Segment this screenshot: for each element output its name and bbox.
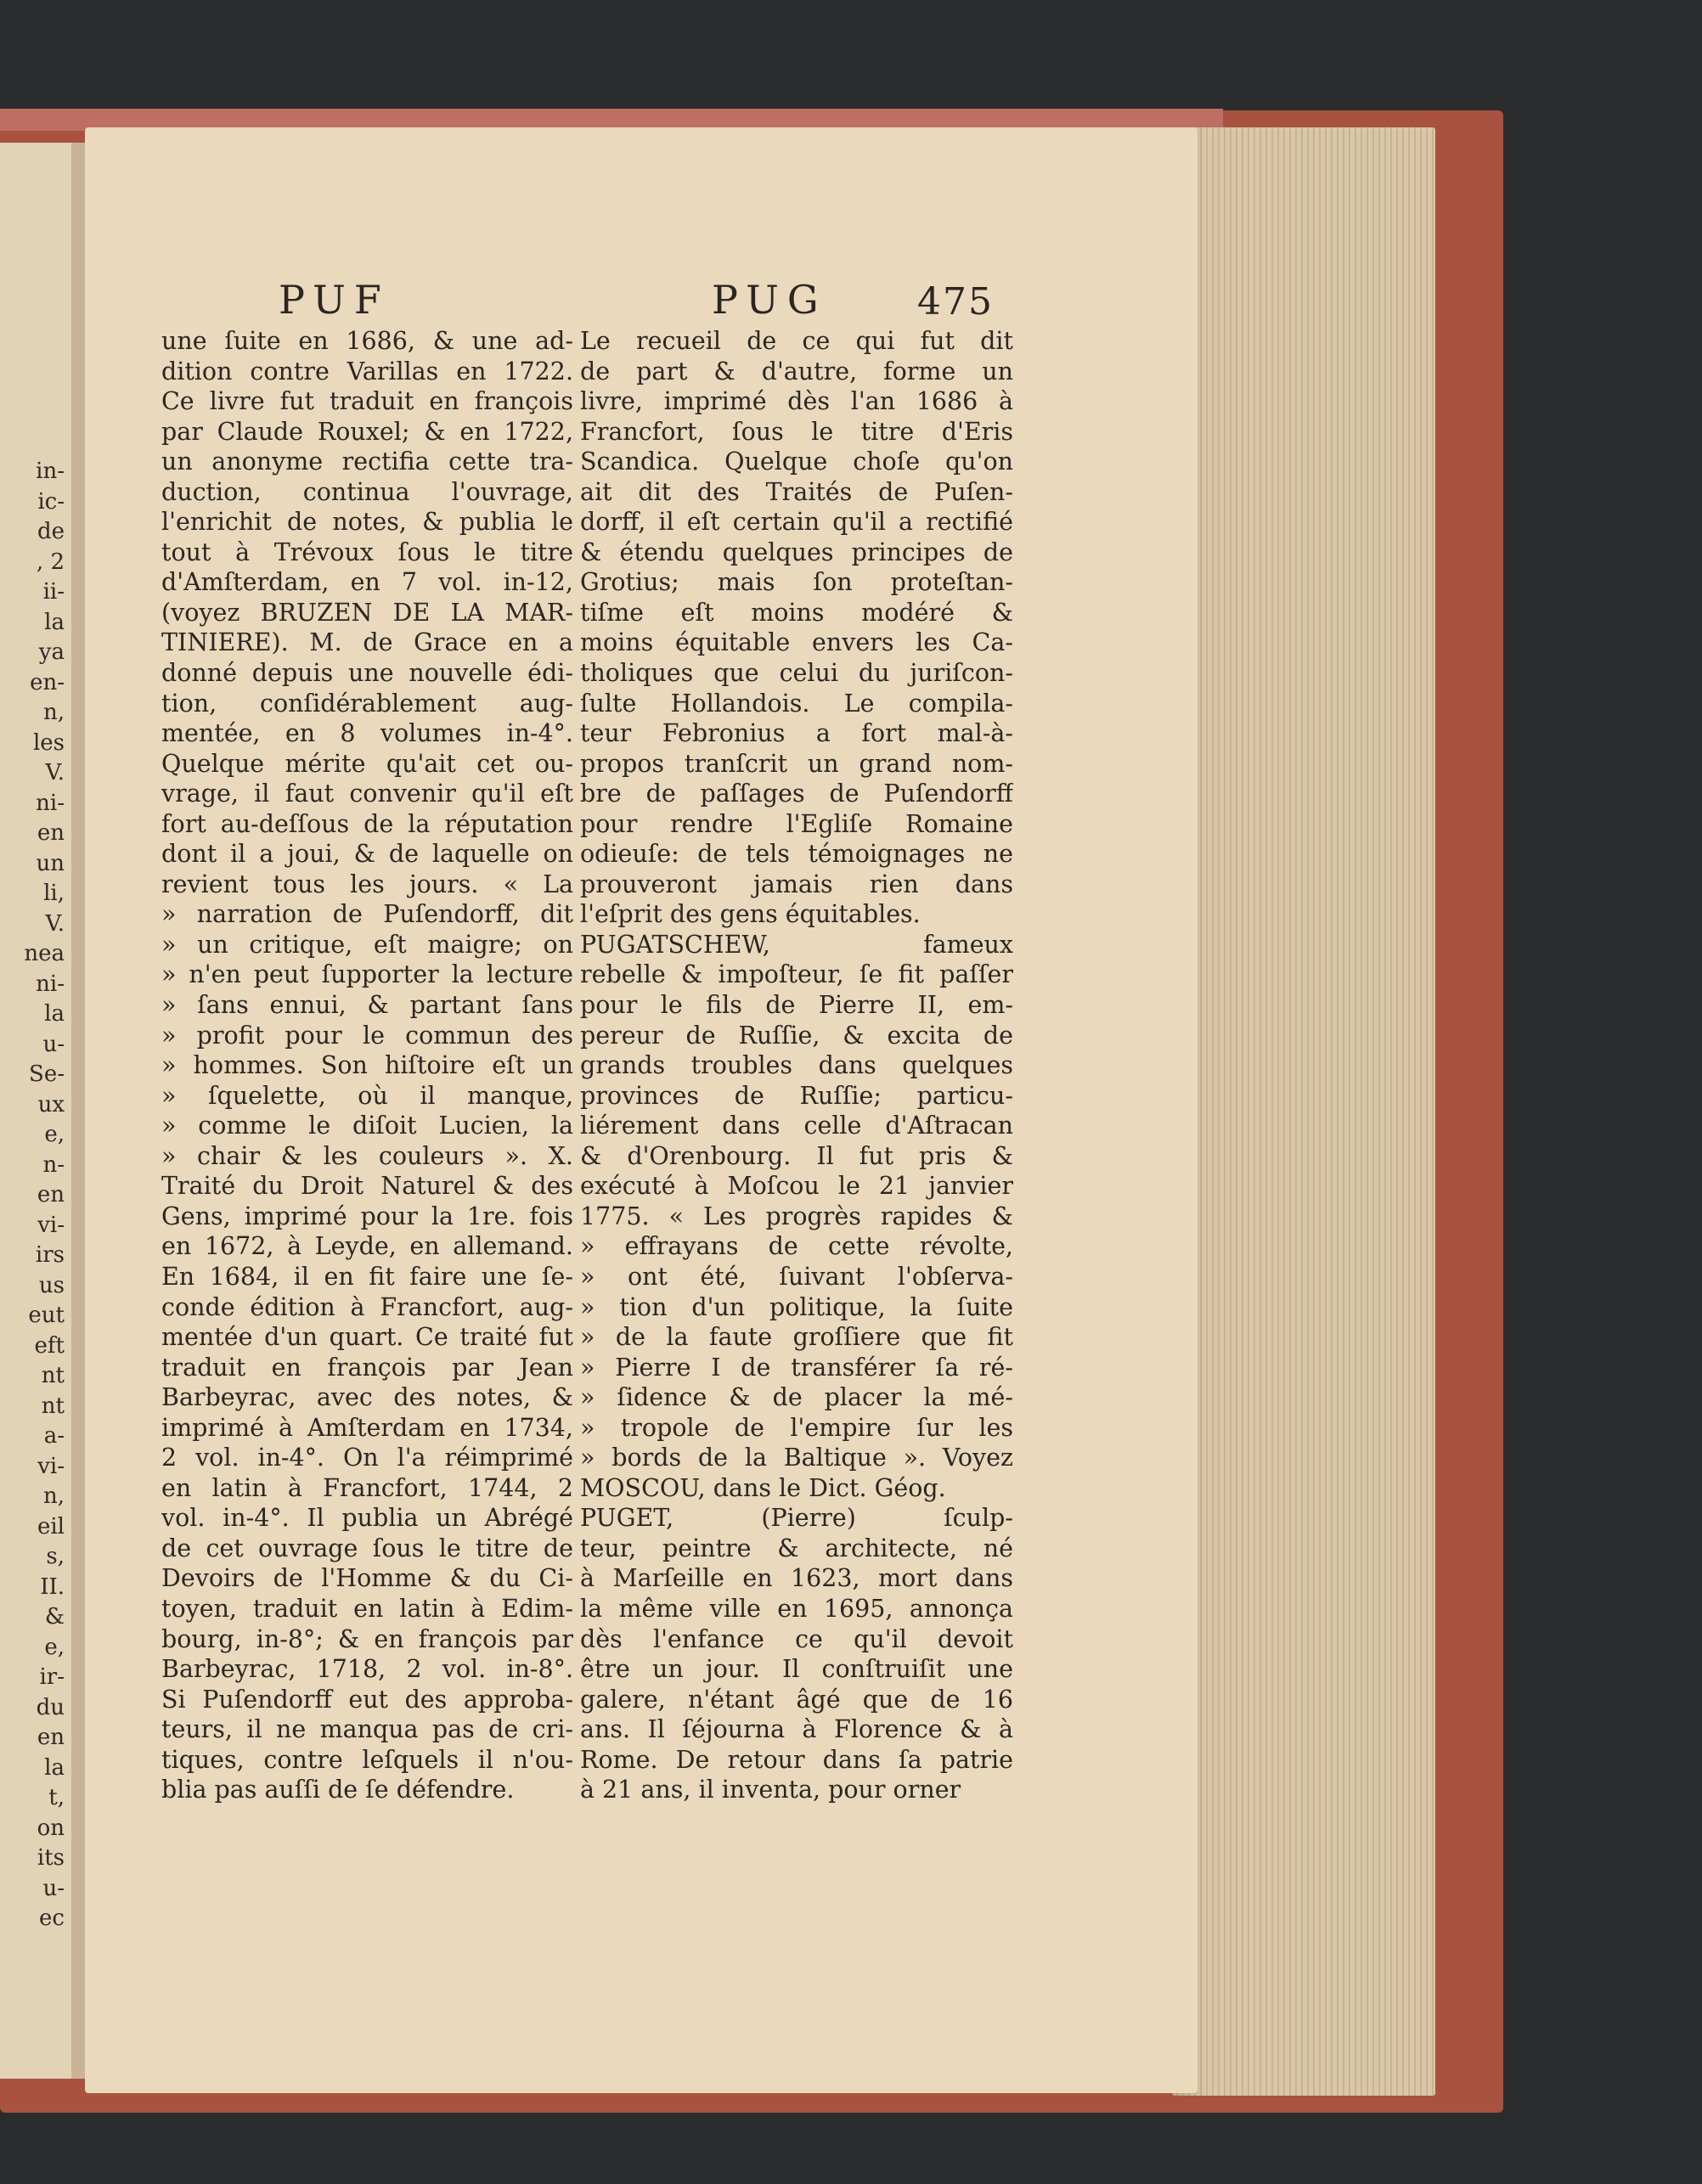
text-line: » ſquelette, où il manque, <box>161 1081 573 1110</box>
fragment-line: V. <box>45 760 65 785</box>
fragment-line: n, <box>42 1483 65 1509</box>
fragment-line: en- <box>30 669 65 695</box>
fragment-line: Se- <box>29 1061 65 1087</box>
text-line: Gens, imprimé pour la 1re. fois <box>161 1202 573 1230</box>
text-line: la même ville en 1695, annonça <box>580 1594 1013 1623</box>
text-line: à 21 ans, il inventa, pour orner <box>580 1776 961 1804</box>
text-line: Francfort, ſous le titre d'Eris <box>580 417 1013 446</box>
fragment-line: eil <box>37 1513 65 1539</box>
text-line: teurs, il ne manqua pas de cri- <box>161 1715 573 1744</box>
fragment-line: la <box>44 1754 65 1781</box>
text-line: Scandica. Quelque choſe qu'on <box>580 447 1013 476</box>
text-line: vol. in-4°. Il publia un Abrégé <box>161 1504 573 1533</box>
text-line: » tropole de l'empire ſur les <box>580 1413 1013 1442</box>
text-line: En 1684, il en fit faire une ſe- <box>161 1262 573 1291</box>
text-line: pour le fils de Pierre II, em- <box>580 991 1013 1020</box>
fragment-line: us <box>38 1272 65 1298</box>
fragment-line: ya <box>38 639 65 665</box>
text-line: traduit en françois par Jean <box>161 1353 573 1382</box>
fragment-line: u- <box>42 1031 65 1057</box>
fragment-line: n- <box>42 1151 65 1178</box>
fragment-line: e, <box>44 1122 65 1147</box>
text-line: » ſidence & de placer la mé- <box>580 1383 1013 1412</box>
fragment-line: u- <box>42 1875 65 1901</box>
text-line: propos tranſcrit un grand nom- <box>580 749 1013 778</box>
text-line: PUGET, (Pierre) ſculp- <box>580 1504 1013 1533</box>
text-line: ſulte Hollandois. Le compila- <box>580 689 1013 718</box>
text-line: & étendu quelques principes de <box>580 538 1013 566</box>
text-line: de cet ouvrage ſous le titre de <box>161 1534 573 1562</box>
text-line: l'eſprit des gens équitables. <box>580 900 921 929</box>
text-line: » profit pour le commun des <box>161 1021 573 1050</box>
fragment-line: irs <box>35 1242 65 1268</box>
fragment-line: ni- <box>36 790 65 816</box>
text-line: odieuſe: de tels témoignages ne <box>580 840 1013 869</box>
text-line: toyen, traduit en latin à Edim- <box>161 1594 573 1623</box>
text-line: donné depuis une nouvelle édi- <box>161 659 573 688</box>
page-number: 475 <box>917 280 994 324</box>
text-line: Rome. De retour dans ſa patrie <box>580 1745 1013 1774</box>
running-head-right: PUG <box>712 277 827 323</box>
text-line: conde édition à Francfort, aug- <box>161 1292 573 1321</box>
text-line: » tion d'un politique, la ſuite <box>580 1292 1013 1321</box>
fragment-line: de <box>37 519 65 544</box>
text-line: TINIERE). M. de Grace en a <box>161 628 573 657</box>
text-line: grands troubles dans quelques <box>580 1051 1013 1080</box>
fragment-line: li, <box>43 881 65 906</box>
text-line: » hommes. Son hiſtoire eſt un <box>161 1051 573 1080</box>
text-line: prouveront jamais rien dans <box>580 870 1013 898</box>
fragment-line: its <box>37 1845 65 1871</box>
fragment-line: nea <box>24 941 65 966</box>
text-line: teur Febronius a fort mal-à- <box>580 719 1013 748</box>
text-line: » comme le diſoit Lucien, la <box>161 1112 573 1140</box>
text-line: pereur de Ruſſie, & excita de <box>580 1021 1013 1050</box>
text-line: & d'Orenbourg. Il fut pris & <box>580 1141 1013 1170</box>
fragment-line: , 2 <box>36 549 65 575</box>
fragment-line: nt <box>41 1393 65 1419</box>
text-line: » Pierre I de transférer ſa ré- <box>580 1353 1013 1382</box>
text-line: fort au-deſſous de la réputation <box>161 809 573 838</box>
fragment-line: t, <box>48 1785 65 1810</box>
text-line: » n'en peut ſupporter la lecture <box>161 960 573 989</box>
fragment-line: un <box>36 850 65 876</box>
text-line: l'enrichit de notes, & publia le <box>161 508 573 537</box>
fragment-line: ux <box>37 1091 65 1117</box>
fragment-line: en <box>37 1725 65 1750</box>
text-line: tion, conſidérablement aug- <box>161 689 573 718</box>
text-line: un anonyme rectifia cette tra- <box>161 447 573 476</box>
text-line: dorff, il eſt certain qu'il a rectifié <box>580 508 1013 537</box>
text-line: (voyez BRUZEN DE LA MAR- <box>161 598 573 627</box>
fragment-line: on <box>37 1815 65 1841</box>
text-column-right <box>580 326 1013 1805</box>
text-line: 1775. « Les progrès rapides & <box>580 1202 1013 1230</box>
text-line: Le recueil de ce qui fut dit <box>580 327 1013 355</box>
text-line: mentée d'un quart. Ce traité fut <box>161 1323 573 1352</box>
text-line: teur, peintre & architecte, né <box>580 1534 1013 1562</box>
text-line: » effrayans de cette révolte, <box>580 1232 1013 1261</box>
text-line: d'Amſterdam, en 7 vol. in-12, <box>161 568 573 597</box>
page-fore-edge <box>1172 127 1435 2096</box>
text-line: à Marſeille en 1623, mort dans <box>580 1564 1013 1593</box>
text-line: Barbeyrac, avec des notes, & <box>161 1383 573 1412</box>
text-line: moins équitable envers les Ca- <box>580 628 1013 657</box>
text-line: » chair & les couleurs ». X. <box>161 1141 573 1170</box>
text-line: bourg, in-8°; & en françois par <box>161 1624 573 1653</box>
text-line: provinces de Ruſſie; particu- <box>580 1081 1013 1110</box>
text-line: ait dit des Traités de Puſen- <box>580 477 1013 506</box>
text-line: » narration de Puſendorff, dit <box>161 900 573 929</box>
text-line: en 1672, à Leyde, en allemand. <box>161 1232 573 1261</box>
text-line: tiſme eſt moins modéré & <box>580 598 1013 627</box>
running-head-left: PUF <box>279 277 390 323</box>
fragment-line: la <box>44 609 65 635</box>
text-line: rebelle & impoſteur, ſe fit paſſer <box>580 960 1013 989</box>
fragment-line: ec <box>39 1905 65 1931</box>
fragment-line: vi- <box>37 1212 65 1238</box>
text-line: imprimé à Amſterdam en 1734, <box>161 1413 573 1442</box>
text-line: bre de paſſages de Puſendorff <box>580 780 1013 808</box>
text-line: Barbeyrac, 1718, 2 vol. in-8°. <box>161 1655 573 1684</box>
fragment-line: s, <box>46 1544 65 1569</box>
text-line: en latin à Francfort, 1744, 2 <box>161 1473 573 1502</box>
text-line: » ont été, ſuivant l'obſerva- <box>580 1262 1013 1291</box>
previous-page-text-fragments <box>0 457 65 1934</box>
text-line: » de la faute groſſiere que fit <box>580 1323 1013 1352</box>
text-line: dès l'enfance ce qu'il devoit <box>580 1624 1013 1653</box>
text-line: mentée, en 8 volumes in-4°. <box>161 719 573 748</box>
text-line: être un jour. Il conſtruiſit une <box>580 1655 1013 1684</box>
fragment-line: du <box>36 1694 65 1720</box>
fragment-line: ic- <box>37 488 65 515</box>
text-line: tout à Trévoux ſous le titre <box>161 538 573 566</box>
text-line: une ſuite en 1686, & une ad- <box>161 327 573 355</box>
text-line: Quelque mérite qu'ait cet ou- <box>161 749 573 778</box>
fragment-line: ir- <box>39 1664 65 1690</box>
text-line: galere, n'étant âgé que de 16 <box>580 1685 1013 1714</box>
text-line: » un critique, eſt maigre; on <box>161 930 573 959</box>
text-line: Ce livre fut traduit en françois <box>161 387 573 416</box>
text-line: Si Puſendorff eut des approba- <box>161 1685 573 1714</box>
fragment-line: e, <box>44 1634 65 1660</box>
fragment-line: les <box>32 729 65 756</box>
text-line: tiques, contre leſquels il n'ou- <box>161 1745 573 1774</box>
previous-page-sliver <box>0 143 73 2079</box>
text-line: liérement dans celle d'Aſtracan <box>580 1112 1013 1140</box>
fragment-line: a- <box>43 1423 65 1449</box>
text-line: vrage, il faut convenir qu'il eſt <box>161 780 573 808</box>
fragment-line: eut <box>28 1303 65 1328</box>
fragment-line: en <box>37 1182 65 1207</box>
fragment-line: V. <box>45 910 65 937</box>
text-line: Traité du Droit Naturel & des <box>161 1172 573 1201</box>
fragment-line: n, <box>42 700 65 725</box>
text-line: livre, imprimé dès l'an 1686 à <box>580 387 1013 416</box>
fragment-line: en <box>37 820 65 846</box>
text-column-left <box>161 326 573 1805</box>
fragment-line: II. <box>40 1573 65 1600</box>
fragment-line: ii- <box>42 579 65 605</box>
text-line: Grotius; mais ſon proteſtan- <box>580 568 1013 597</box>
text-line: revient tous les jours. « La <box>161 870 573 898</box>
text-line: dition contre Varillas en 1722. <box>161 357 573 386</box>
fragment-line: in- <box>36 459 65 484</box>
text-line: exécuté à Moſcou le 21 janvier <box>580 1172 1013 1201</box>
fragment-line: la <box>44 1001 65 1027</box>
text-line: par Claude Rouxel; & en 1722, <box>161 417 573 446</box>
fragment-line: eft <box>34 1332 65 1359</box>
text-line: PUGATSCHEW, fameux <box>580 930 1013 959</box>
text-line: blia pas auſſi de ſe défendre. <box>161 1776 515 1804</box>
fragment-line: ni- <box>36 971 65 997</box>
text-line: Devoirs de l'Homme & du Ci- <box>161 1564 573 1593</box>
text-line: de part & d'autre, forme un <box>580 357 1013 386</box>
fragment-line: & <box>44 1604 65 1630</box>
text-line: pour rendre l'Egliſe Romaine <box>580 809 1013 838</box>
text-line: » ſans ennui, & partant ſans <box>161 991 573 1020</box>
text-line: » bords de la Baltique ». Voyez <box>580 1444 1013 1472</box>
text-line: 2 vol. in-4°. On l'a réimprimé <box>161 1444 573 1472</box>
text-line: duction, continua l'ouvrage, <box>161 477 573 506</box>
text-line: MOSCOU, dans le Dict. Géog. <box>580 1473 946 1502</box>
text-line: tholiques que celui du juriſcon- <box>580 659 1013 688</box>
fragment-line: vi- <box>37 1453 65 1479</box>
text-line: ans. Il ſéjourna à Florence & à <box>580 1715 1013 1744</box>
fragment-line: nt <box>41 1363 65 1388</box>
text-line: dont il a joui, & de laquelle on <box>161 840 573 869</box>
